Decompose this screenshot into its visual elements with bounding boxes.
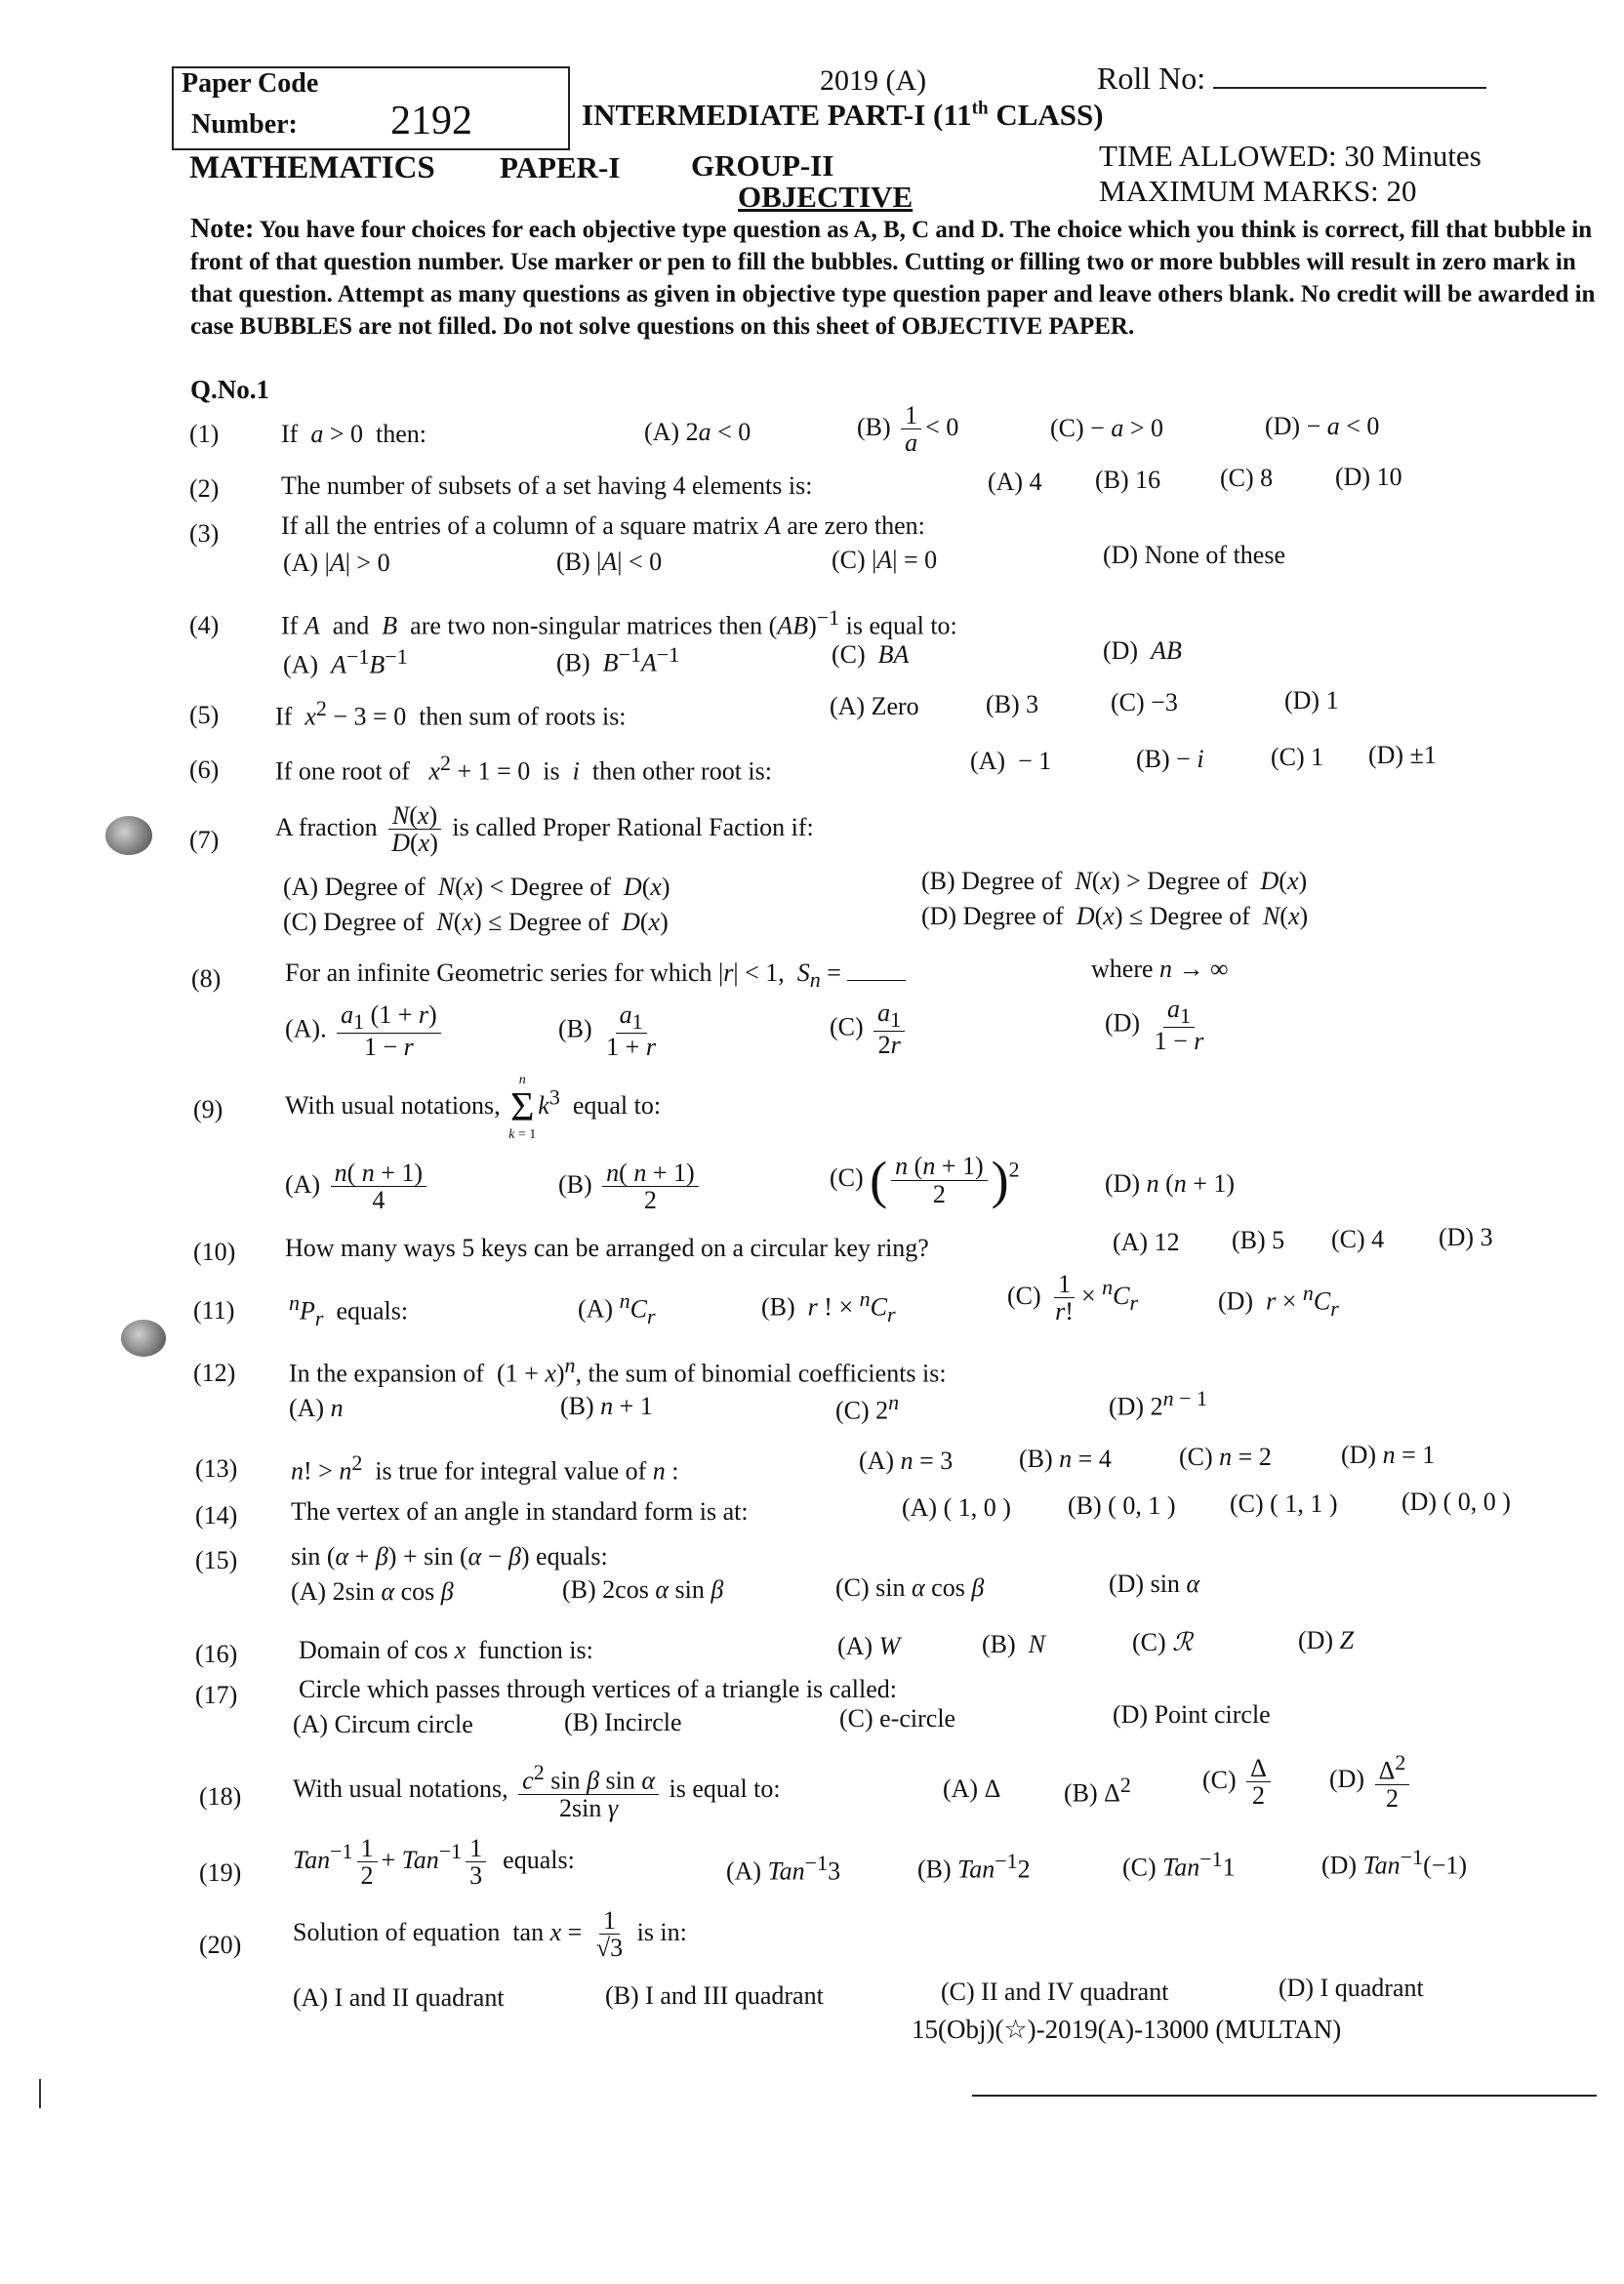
option-6c: (C) 1 (1271, 743, 1324, 771)
option-1a: (A) 2a < 0 (644, 418, 751, 446)
option-6a: (A) − 1 (970, 747, 1052, 775)
option-17d: (D) Point circle (1113, 1700, 1271, 1729)
maximum-marks: MAXIMUM MARKS: 20 (1099, 174, 1417, 208)
option-13a: (A) n = 3 (859, 1447, 954, 1475)
exam-title: INTERMEDIATE PART-I (11th CLASS) (582, 98, 1104, 132)
question-17: Circle which passes through vertices of a triangle is called: (299, 1675, 897, 1703)
question-number: (6) (189, 755, 220, 784)
option-15a: (A) 2sin α cos β (291, 1577, 454, 1606)
option-13b: (B) n = 4 (1019, 1445, 1112, 1473)
option-9b: (B) $\frac{n( n + 1)}{2}$ (558, 1160, 703, 1214)
option-16a: (A) W (837, 1632, 901, 1660)
option-18d: (D) $\frac{\Delta^2}{2}$ (1329, 1751, 1413, 1812)
option-11d: (D) $r \times ^nC_r$ (1218, 1281, 1339, 1321)
question-number: (15) (195, 1546, 238, 1574)
option-14c: (C) ( 1, 1 ) (1230, 1489, 1338, 1518)
option-9d: (D) n (n + 1) (1105, 1169, 1236, 1198)
question-number: (1) (189, 420, 220, 448)
note-label: Note: (190, 214, 255, 244)
option-7c: (C) Degree of N(x) ≤ Degree of D(x) (283, 908, 669, 936)
question-7: A fraction $\frac{N(x)}{D(x)}$ is called Proper Rational Faction if: (275, 801, 814, 858)
option-13d: (D) n = 1 (1341, 1441, 1436, 1469)
question-20: Solution of equation tan x = $\frac{1}{√3}$ is in: (293, 1906, 687, 1963)
punch-hole-bottom (121, 1320, 166, 1357)
option-10d: (D) 3 (1439, 1223, 1493, 1251)
option-8a: (A). $\frac{a_1 (1 + r)}{1 - r}$ (285, 1001, 445, 1061)
option-8c: (C) $\frac{a_1}{2r}$ (830, 999, 909, 1059)
option-18c: (C) $\frac{\Delta}{2}$ (1202, 1755, 1275, 1810)
option-1b: (B) $\frac{1}{a}$ < 0 (857, 401, 959, 458)
question-16: Domain of cos x function is: (299, 1636, 593, 1664)
option-1c: (C) − a > 0 (1050, 414, 1163, 442)
question-19: Tan$^{-1}$ $\frac{1}{2}$ + Tan$^{-1}$ $\frac{1}{3}$ equals: (293, 1834, 575, 1891)
roll-number-line (1213, 87, 1486, 89)
option-19a: (A) Tan$^{-1}$3 (726, 1851, 841, 1886)
option-14a: (A) ( 1, 0 ) (902, 1493, 1011, 1522)
option-11c: (C) $\frac{1}{r!}$ × $^nC_r$ (1007, 1270, 1139, 1326)
option-14b: (B) ( 0, 1 ) (1068, 1491, 1176, 1520)
question-18: With usual notations, $\frac{c^2 \sin \beta \sin \alpha}{\text{2sin γ}}$ is equal to: (293, 1760, 781, 1822)
option-15d: (D) sin α (1109, 1570, 1200, 1598)
option-17c: (C) e-circle (839, 1704, 956, 1733)
question-4: If A and B are two non-singular matrices then (AB)$^{-1}$ is equal to: (281, 605, 957, 640)
option-10a: (A) 12 (1113, 1228, 1180, 1256)
option-11b: (B) r ! × $^nC_r$ (761, 1286, 896, 1326)
paper-number: 2192 (390, 99, 472, 143)
option-2a: (A) 4 (988, 468, 1042, 496)
option-12d: (D) $2^{n - 1}$ (1109, 1386, 1208, 1421)
option-4a: (A) $A^{-1}B^{-1}$ (283, 644, 408, 679)
question-number: (11) (193, 1296, 235, 1325)
option-16c: (C) ℛ (1132, 1628, 1193, 1656)
instructions-note (190, 213, 1615, 343)
bottom-rule (972, 2095, 1597, 2097)
option-6d: (D) ±1 (1368, 741, 1437, 769)
question-11: $^nP_r$ equals: (289, 1290, 409, 1330)
group-title: GROUP-II (691, 148, 834, 183)
question-1: If a > 0 then: (281, 420, 426, 448)
option-4b: (B) $B^{-1}A^{-1}$ (556, 642, 680, 677)
option-7a: (A) Degree of N(x) < Degree of D(x) (283, 873, 670, 901)
option-5b: (B) 3 (986, 690, 1039, 718)
option-3c: (C) |A| = 0 (832, 546, 938, 574)
option-16b: (B) N (982, 1630, 1046, 1658)
question-8-condition: where n → ∞ (1091, 955, 1229, 983)
option-12c: (C) 2$^n$ (835, 1390, 900, 1425)
question-14: The vertex of an angle in standard form is at: (291, 1497, 749, 1526)
option-15c: (C) sin α cos β (835, 1573, 985, 1602)
option-2c: (C) 8 (1220, 464, 1274, 492)
question-number: (2) (189, 474, 220, 503)
question-number: (8) (191, 964, 222, 993)
question-number: (3) (189, 519, 220, 548)
option-2d: (D) 10 (1335, 463, 1402, 491)
option-14d: (D) ( 0, 0 ) (1401, 1488, 1511, 1516)
option-16d: (D) Z (1298, 1626, 1355, 1654)
question-number: (4) (189, 611, 220, 639)
paper-footer-code: 15(Obj)(☆)-2019(A)-13000 (MULTAN) (912, 2015, 1342, 2044)
option-18b: (B) $\Delta^2$ (1064, 1773, 1131, 1808)
option-4d: (D) AB (1103, 636, 1182, 665)
question-6: If one root of $x^2 + 1 = 0$ is i then other root is: (275, 751, 772, 786)
question-number: (18) (199, 1782, 242, 1811)
option-9a: (A) $\frac{n( n + 1)}{4}$ (285, 1160, 430, 1214)
option-12a: (A) n (289, 1394, 344, 1422)
question-number: (19) (199, 1858, 242, 1887)
exam-year: 2019 (A) (820, 64, 927, 97)
section-title: OBJECTIVE (738, 180, 914, 214)
question-number: (12) (193, 1359, 236, 1387)
question-5: If $x^2 - 3 = 0$ then sum of roots is: (275, 696, 627, 731)
option-8d: (D) $\frac{a_1}{1 - r}$ (1105, 995, 1204, 1056)
time-allowed: TIME ALLOWED: 30 Minutes (1099, 139, 1482, 173)
option-3a: (A) |A| > 0 (283, 549, 390, 577)
question-10: How many ways 5 keys can be arranged on a circular key ring? (285, 1234, 929, 1262)
option-5a: (A) Zero (830, 692, 919, 720)
option-9c: (C) ( $\frac{n (n + 1)}{2}$ )$^2$ (830, 1151, 1020, 1209)
option-12b: (B) n + 1 (560, 1392, 653, 1420)
option-19b: (B) Tan$^{-1}$2 (917, 1849, 1031, 1884)
question-8: For an infinite Geometric series for which |r| < 1, $S_n$ = (285, 958, 906, 993)
question-12: In the expansion of $(1 + x)^n$, the sum of binomial coefficients is: (289, 1353, 947, 1388)
option-20a: (A) I and II quadrant (293, 1983, 505, 2012)
roll-number-label: Roll No: (1097, 61, 1486, 97)
question-number: (20) (199, 1931, 242, 1959)
option-17b: (B) Incircle (564, 1708, 682, 1736)
question-number: (16) (195, 1640, 238, 1668)
margin-line (39, 2079, 41, 2108)
subject-title: MATHEMATICS (189, 150, 435, 185)
note-text: You have four choices for each objective type question as A, B, C and D. The choice which you think is correct, fill that bubble in front of that question number. Use marker or pen to fill the bubbles. Cutting or filling two or more bubbles will result in zero mark in that question. Attempt as many questions as given in objective type question paper and leave others blank. No credit will be awarded in case BUBBLES are not filled. Do not solve questions on this sheet of OBJECTIVE PAPER. (190, 217, 1596, 340)
paper-code-label: Paper Code (182, 68, 319, 99)
option-7d: (D) Degree of D(x) ≤ Degree of N(x) (921, 902, 1309, 930)
option-19c: (C) Tan$^{-1}$1 (1122, 1847, 1236, 1882)
option-6b: (B) − i (1136, 745, 1204, 773)
option-7b: (B) Degree of N(x) > Degree of D(x) (921, 867, 1308, 895)
option-17a: (A) Circum circle (293, 1710, 473, 1738)
option-20b: (B) I and III quadrant (605, 1981, 824, 2010)
option-5c: (C) −3 (1111, 688, 1178, 716)
question-3: If all the entries of a column of a square matrix A are zero then: (281, 511, 925, 540)
option-20c: (C) II and IV quadrant (941, 1978, 1169, 2006)
question-number: (10) (193, 1238, 236, 1266)
option-5d: (D) 1 (1284, 686, 1339, 714)
option-10b: (B) 5 (1232, 1226, 1285, 1254)
question-2: The number of subsets of a set having 4 elements is: (281, 471, 813, 500)
option-15b: (B) 2cos α sin β (562, 1575, 724, 1604)
option-18a: (A) Δ (943, 1774, 1001, 1803)
punch-hole-top (105, 816, 152, 855)
question-13: n! > $n^2$ is true for integral value of n : (291, 1450, 679, 1486)
question-15: sin (α + β) + sin (α − β) equals: (291, 1542, 608, 1570)
question-number: (9) (193, 1095, 223, 1123)
question-9: With usual notations, n Σ k = 1 $k^3$ equal to: (285, 1073, 662, 1142)
number-label: Number: (191, 109, 298, 140)
question-number: (7) (189, 826, 220, 854)
option-1d: (D) − a < 0 (1265, 412, 1380, 440)
option-3b: (B) |A| < 0 (556, 548, 663, 576)
paper-title: PAPER-I (500, 150, 621, 184)
option-10c: (C) 4 (1331, 1225, 1385, 1253)
option-19d: (D) Tan$^{-1}$(−1) (1321, 1845, 1468, 1880)
option-4c: (C) BA (832, 640, 910, 669)
option-13c: (C) n = 2 (1179, 1443, 1272, 1471)
question-number-heading: Q.No.1 (190, 375, 269, 404)
question-number: (5) (189, 701, 220, 729)
option-8b: (B) $\frac{a_1}{1 + r}$ (558, 1000, 656, 1062)
question-number: (17) (195, 1681, 238, 1709)
question-number: (14) (195, 1501, 238, 1529)
question-number: (13) (195, 1454, 238, 1483)
option-20d: (D) I quadrant (1279, 1974, 1424, 2002)
option-2b: (B) 16 (1095, 466, 1161, 494)
option-3d: (D) None of these (1103, 541, 1285, 569)
option-11a: (A) $^nC_r$ (578, 1288, 656, 1328)
